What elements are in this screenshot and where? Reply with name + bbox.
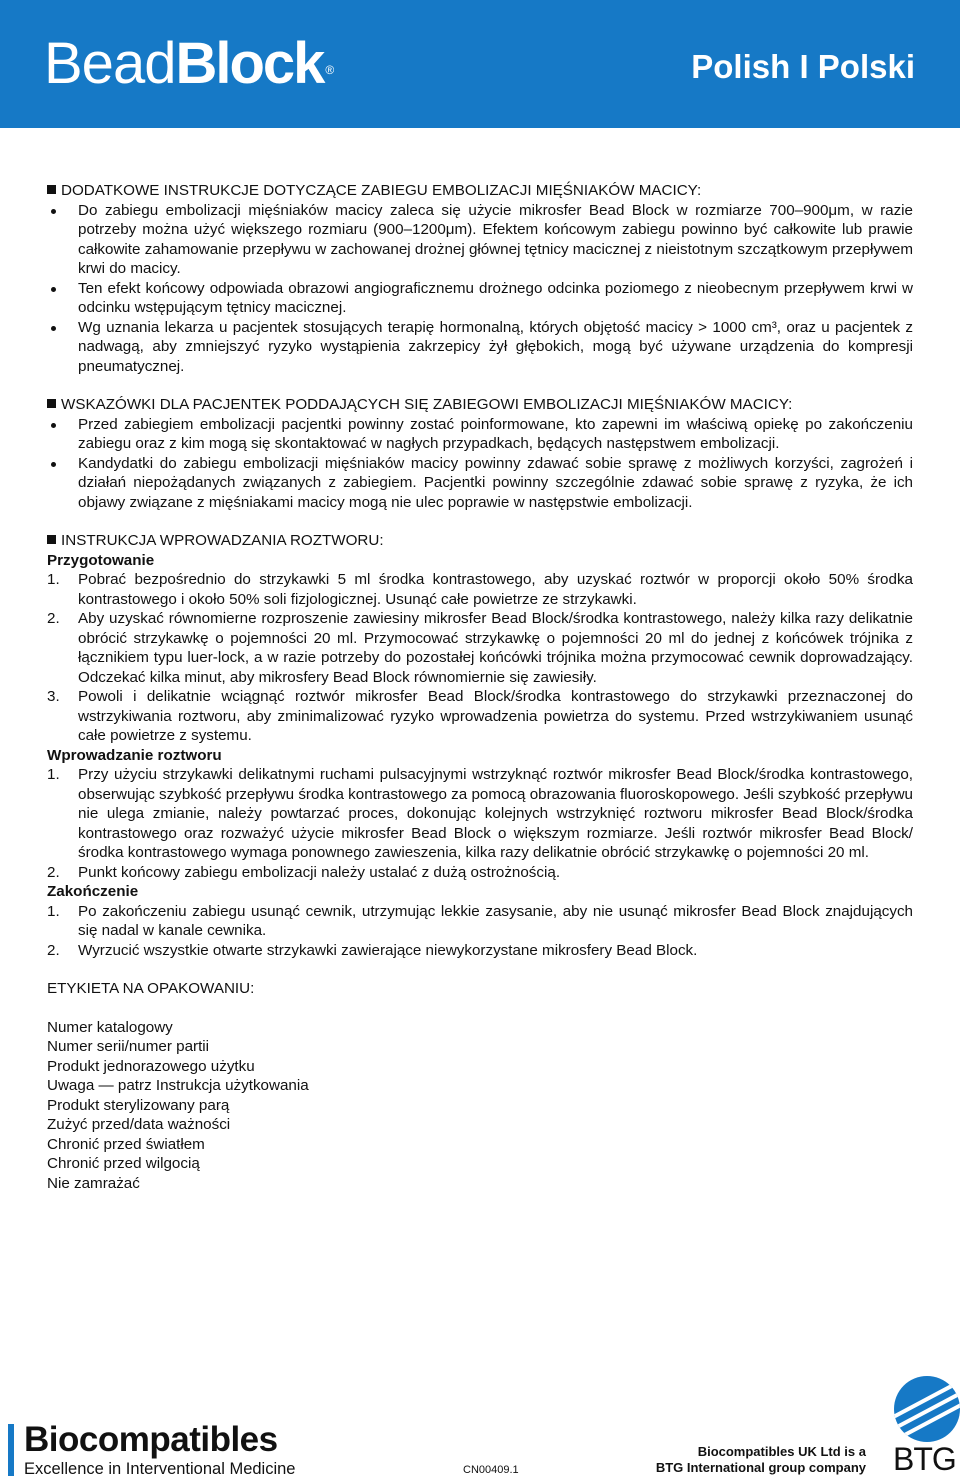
section-delivery-instructions	[47, 531, 913, 960]
bead-block-logo	[44, 32, 333, 96]
bullet-icon	[51, 209, 56, 214]
list-item: Wg uznania lekarza u pacjentek stosujących terapię hormonalną, których objętość macicy > 1000 cm³, oraz u pacjentek z nadwagą, aby zmniejszyć ryzyko wystąpienia zakrzepicy żył głębokich, mogą być używane urządzenia do kompresji pneumatycznej.	[47, 318, 913, 377]
square-bullet-icon	[47, 185, 56, 194]
spacer	[47, 999, 913, 1018]
list-item: 1. Po zakończeniu zabiegu usunąć cewnik, utrzymując lekkie zasysanie, aby nie usunąć mikrosfer Bead Block znajdujących się nadal w kanale cewnika.	[47, 902, 913, 939]
numbered-list	[47, 570, 913, 746]
numbered-list	[47, 902, 913, 961]
logo-registered: ®	[325, 63, 334, 77]
section-title: ETYKIETA NA OPAKOWANIU:	[47, 980, 255, 997]
section-patient-guidance	[47, 395, 913, 512]
btg-logo-icon	[894, 1376, 960, 1442]
list-item: Chronić przed światłem	[47, 1135, 205, 1153]
numbered-list	[47, 765, 913, 882]
list-item: Do zabiegu embolizacji mięśniaków macicy zaleca się użycie mikrosfer Bead Block w rozmiarze 700–900μm, w razie potrzeby można użyć większego rozmiaru (900–1200μm). Efektem końcowym zabiegu powinno być całkowite lub prawie całkowite zahamowanie przepływu w zachowanej drożnej głównej tętnicy macicznej z nieistotnym szczątkowym przepływem krwi do macicy.	[47, 201, 913, 279]
bullet-icon	[51, 326, 56, 331]
list-item: Produkt sterylizowany parą	[47, 1096, 230, 1114]
list-item: 1. Pobrać bezpośrednio do strzykawki 5 ml środka kontrastowego, aby uzyskać roztwór w proporcji około 50% środka kontrastowego i około 50% soli fizjologicznej. Usunąć całe powietrze ze strzykawki.	[47, 571, 913, 608]
square-bullet-icon	[47, 535, 56, 544]
list-item: 3. Powoli i delikatnie wciągnąć roztwór mikrosfer Bead Block/środka kontrastowego do strzykawki przeznaczonej do wstrzykiwania roztworu, aby zminimalizować ryzyko wprowadzenia powietrza do systemu. Przed wstrzykiwaniem usunąć całe powietrze z systemu.	[47, 688, 913, 744]
spacer	[47, 376, 913, 395]
list-item: Numer katalogowy	[47, 1018, 173, 1036]
list-item: Chronić przed wilgocią	[47, 1155, 200, 1172]
document-body	[47, 181, 913, 1193]
bullet-list	[47, 201, 913, 377]
section-title: WSKAZÓWKI DLA PACJENTEK PODDAJĄCYCH SIĘ ZABIEGOWI EMBOLIZACJI MIĘŚNIAKÓW MACICY:	[47, 395, 913, 415]
logo-block: Block	[175, 31, 324, 96]
square-bullet-icon	[47, 399, 56, 408]
btg-logo-text: BTG	[893, 1441, 956, 1477]
subsection-heading: Wprowadzanie roztworu	[47, 746, 222, 764]
section-ufe-instructions	[47, 181, 913, 376]
company-statement: Biocompatibles UK Ltd is a BTG International group company	[655, 1444, 866, 1475]
spacer	[47, 512, 913, 531]
list-item: Kandydatki do zabiegu embolizacji mięśniaków macicy powinny zdawać sobie sprawę z możliwych korzyści, zagrożeń i działań niepożądanych związanych z zabiegiem. Pacjentki powinny szczególnie zdawać sobie sprawę z ryzyka, że ich objawy związane z mięśniakami macicy mogą nie ulec poprawie w następstwie embolizacji.	[47, 454, 913, 513]
list-item: 1. Przy użyciu strzykawki delikatnymi ruchami pulsacyjnymi wstrzyknąć roztwór mikrosfer Bead Block/środka kontrastowego, obserwując szybkość przepływu środka kontrastowego za pomocą obrazowania fluoroskopowego. Jeśli szybkość przepływu nie ulega zmianie, należy powtarzać proces, dokonując kolejnych wstrzyknięć roztworu mikrosfer Bead Block/środka kontrastowego oraz rozważyć użycie mikrosfer Bead Block o większym rozmiarze. Jeśli roztwór mikrosfer Bead Block/środka kontrastowego wymaga ponownego zawieszenia, kilka razy delikatnie obrócić strzykawkę o pojemności 20 ml.	[47, 766, 913, 861]
subsection-heading: Zakończenie	[47, 883, 139, 900]
language-label: Polish I Polski	[691, 48, 915, 85]
biocompatibles-logo: Biocompatibles	[24, 1420, 278, 1459]
list-item: 2. Punkt końcowy zabiegu embolizacji należy ustalać z dużą ostrożnością.	[47, 863, 561, 881]
bullet-icon	[51, 287, 56, 292]
bullet-list	[47, 415, 913, 513]
document-code: CN00409.1	[463, 1464, 519, 1476]
footer-tagline: Excellence in Interventional Medicine	[24, 1460, 296, 1478]
header-bar	[0, 0, 960, 128]
list-item: Nie zamrażać	[47, 1174, 140, 1192]
list-item: Ten efekt końcowy odpowiada obrazowi angiograficznemu drożnego odcinka poziomego z nieobecnym przepływem krwi w odcinku wstępującym tętnicy macicznej.	[47, 279, 913, 318]
footer-accent-bar	[8, 1424, 14, 1476]
subsection-heading: Przygotowanie	[47, 551, 155, 569]
bullet-icon	[51, 423, 56, 428]
list-item: Przed zabiegiem embolizacji pacjentki powinny zostać poinformowane, kto zapewni im właściwą opiekę po zakończeniu zabiegu oraz z kim mogą się skontaktować w nagłych przypadkach, będących następstwem embolizacji.	[47, 415, 913, 454]
bullet-icon	[51, 462, 56, 467]
list-item: 2. Aby uzyskać równomierne rozproszenie zawiesiny mikrosfer Bead Block/środka kontrastowego, należy kilka razy delikatnie obrócić strzykawkę o pojemności 20 ml. Przymocować strzykawkę o pojemności 20 ml do jednej z końcówek trójnika z łącznikiem typu luer-lock, a w razie potrzeby do pozostałej końcówki trójnika można przymocować cewnik doprowadzający. Odczekać kilka minut, aby mikrosfery Bead Block równomiernie się zawiesiły.	[47, 610, 913, 686]
section-package-label	[47, 979, 913, 1193]
logo-bead: Bead	[44, 31, 176, 96]
spacer	[47, 960, 913, 979]
list-item: Zużyć przed/data ważności	[47, 1116, 231, 1133]
label-symbols-list	[47, 1018, 913, 1194]
section-title: INSTRUKCJA WPROWADZANIA ROZTWORU:	[47, 531, 913, 551]
list-item: Numer serii/numer partii	[47, 1038, 210, 1055]
list-item: Produkt jednorazowego użytku	[47, 1057, 255, 1075]
section-title: DODATKOWE INSTRUKCJE DOTYCZĄCE ZABIEGU EMBOLIZACJI MIĘŚNIAKÓW MACICY:	[47, 181, 913, 201]
list-item: Uwaga — patrz Instrukcja użytkowania	[47, 1077, 309, 1094]
list-item: 2. Wyrzucić wszystkie otwarte strzykawki zawierające niewykorzystane mikrosfery Bead Block.	[47, 941, 698, 959]
